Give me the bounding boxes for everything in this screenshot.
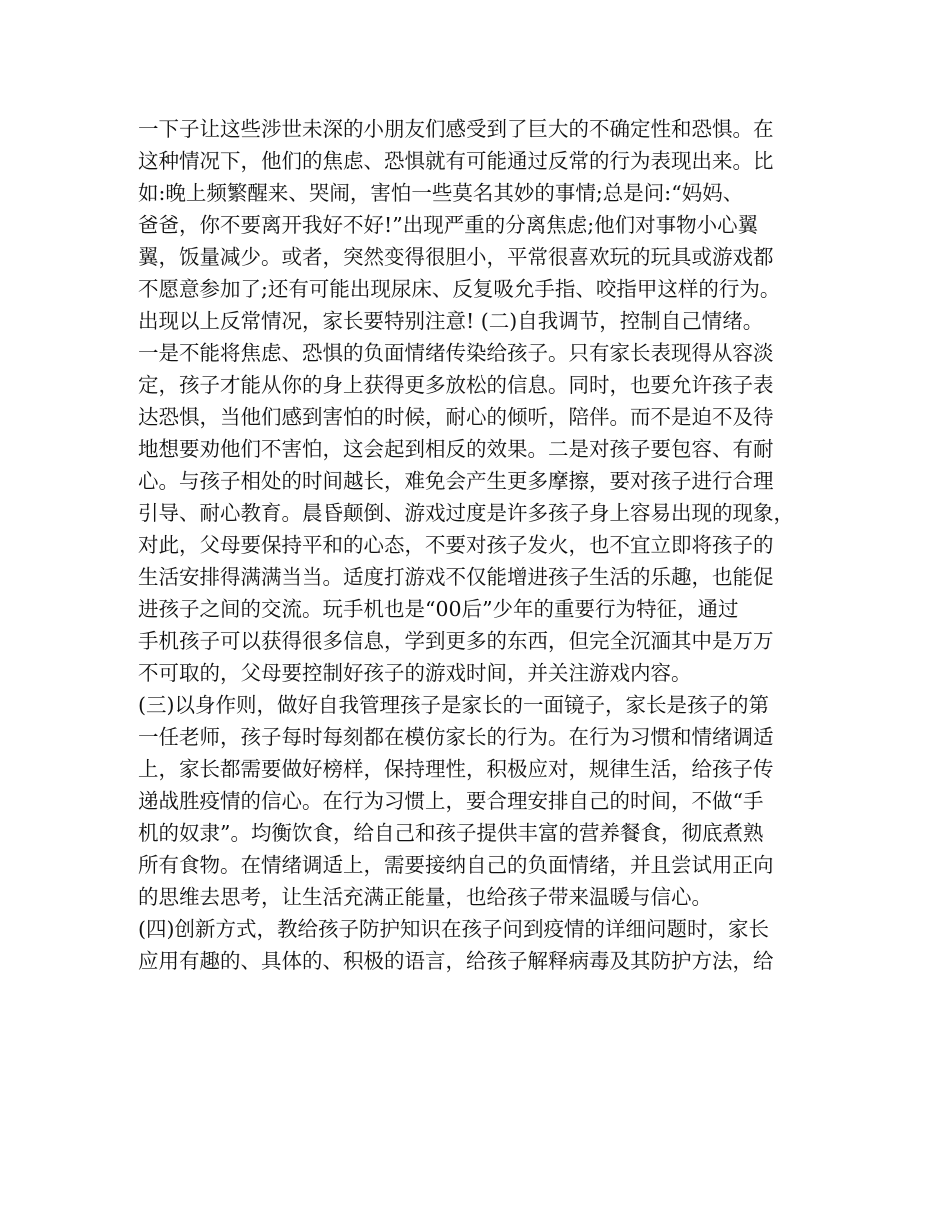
- text-line: (三)以身作则，做好自我管理孩子是家长的一面镜子，家长是孩子的第: [138, 693, 769, 717]
- text-line: 心。与孩子相处的时间越长，难免会产生更多摩擦，要对孩子进行合理: [138, 469, 774, 493]
- text-line: 不可取的，父母要控制好孩子的游戏时间，并关注游戏内容。: [138, 661, 692, 685]
- text-line: 达恐惧，当他们感到害怕的时候，耐心的倾听，陪伴。而不是迫不及待: [138, 405, 774, 429]
- text-line: 这种情况下，他们的焦虑、恐惧就有可能通过反常的行为表现出来。比: [138, 149, 774, 173]
- text-line: 对此，父母要保持平和的心态，不要对孩子发火，也不宜立即将孩子的: [138, 533, 774, 557]
- text-line: (四)创新方式，教给孩子防护知识在孩子问到疫情的详细问题时，家长: [138, 917, 769, 941]
- text-line: 定，孩子才能从你的身上获得更多放松的信息。同时，也要允许孩子表: [138, 373, 774, 397]
- text-line: 如:晚上频繁醒来、哭闹，害怕一些莫名其妙的事情;总是问:“妈妈、: [138, 181, 744, 205]
- text-line: 的思维去思考，让生活充满正能量，也给孩子带来温暖与信心。: [138, 885, 712, 909]
- text-line: 生活安排得满满当当。适度打游戏不仅能增进孩子生活的乐趣，也能促: [138, 565, 774, 589]
- text-line: 地想要劝他们不害怕，这会起到相反的效果。二是对孩子要包容、有耐: [138, 437, 774, 461]
- text-line: 出现以上反常情况，家长要特别注意! (二)自我调节，控制自己情绪。: [138, 309, 764, 333]
- text-line: 进孩子之间的交流。玩手机也是“00后”少年的重要行为特征，通过: [138, 597, 739, 621]
- text-line: 手机孩子可以获得很多信息，学到更多的东西，但完全沉湎其中是万万: [138, 629, 774, 653]
- text-line: 爸爸，你不要离开我好不好!”出现严重的分离焦虑;他们对事物小心翼: [138, 213, 759, 237]
- text-line: 所有食物。在情绪调适上，需要接纳自己的负面情绪，并且尝试用正向: [138, 853, 774, 877]
- text-line: 翼，饭量减少。或者，突然变得很胆小，平常很喜欢玩的玩具或游戏都: [138, 245, 774, 269]
- text-line: 一下子让这些涉世未深的小朋友们感受到了巨大的不确定性和恐惧。在: [138, 117, 774, 141]
- text-line: 一是不能将焦虑、恐惧的负面情绪传染给孩子。只有家长表现得从容淡: [138, 341, 774, 365]
- text-line: 不愿意参加了;还有可能出现尿床、反复吸允手指、咬指甲这样的行为。: [138, 277, 781, 301]
- text-line: 应用有趣的、具体的、积极的语言，给孩子解释病毒及其防护方法，给: [138, 949, 774, 973]
- text-line: 一任老师，孩子每时每刻都在模仿家长的行为。在行为习惯和情绪调适: [138, 725, 774, 749]
- text-line: 引导、耐心教育。晨昏颠倒、游戏过度是许多孩子身上容易出现的现象，: [138, 501, 794, 525]
- text-line: 上，家长都需要做好榜样，保持理性，积极应对，规律生活，给孩子传: [138, 757, 774, 781]
- body-text: [138, 113, 838, 977]
- text-line: 机的奴隶”。均衡饮食，给自己和孩子提供丰富的营养餐食，彻底煮熟: [138, 821, 764, 845]
- text-line: 递战胜疫情的信心。在行为习惯上，要合理安排自己的时间，不做“手: [138, 789, 764, 813]
